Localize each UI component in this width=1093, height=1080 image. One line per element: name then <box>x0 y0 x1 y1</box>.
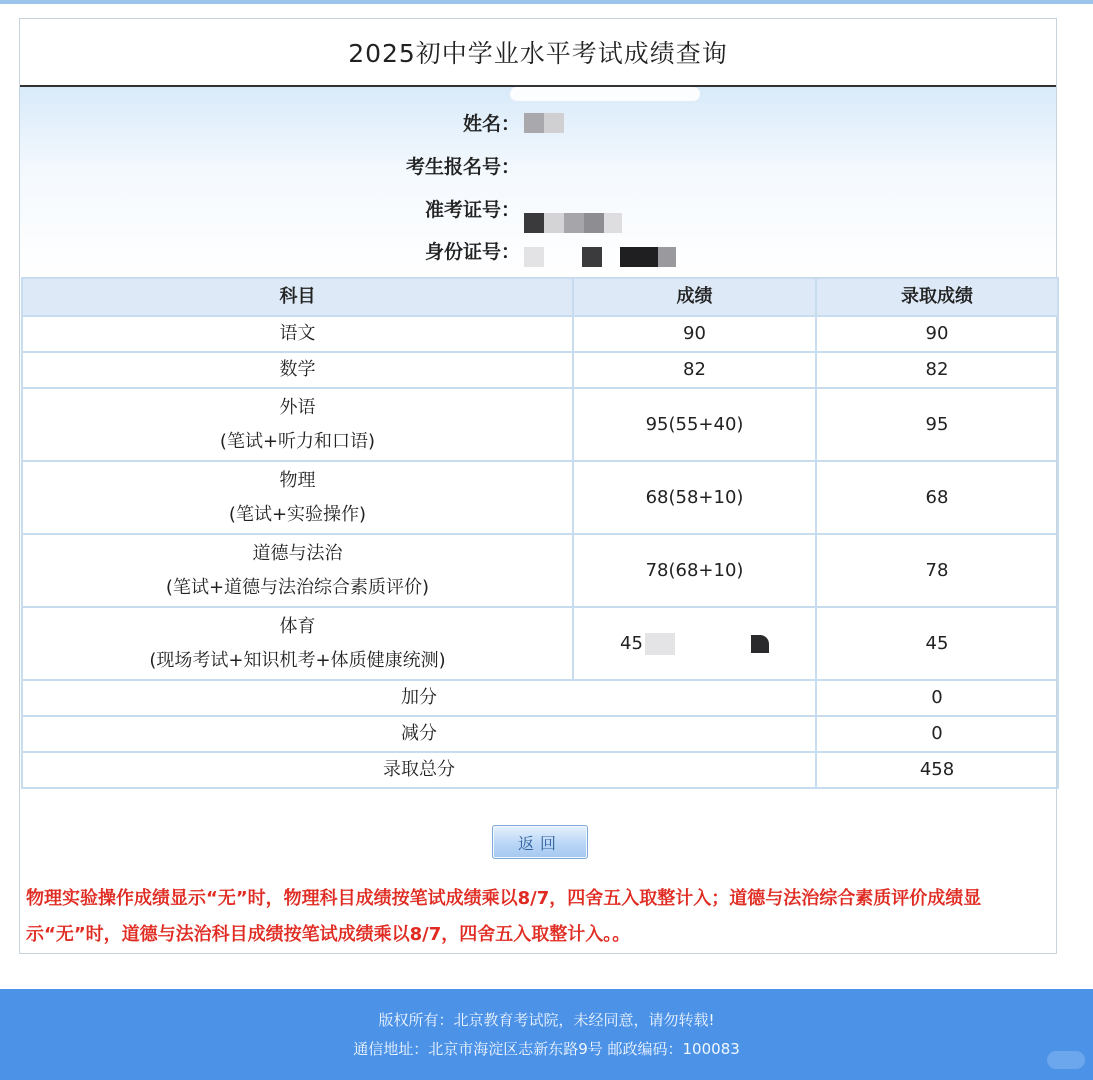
score-cell: 78(68+10) <box>573 534 816 607</box>
notice-text: 物理实验操作成绩显示“无”时，物理科目成绩按笔试成绩乘以8/7，四舍五入取整计入；道德与法治综合素质评价成绩显示“无”时，道德与法治科目成绩按笔试成绩乘以8/7，四舍五入取整计入。。 <box>26 888 982 945</box>
admit-cell: 45 <box>816 607 1058 680</box>
subject-name: 外语 <box>279 396 316 418</box>
summary-label: 减分 <box>22 716 816 752</box>
admit-cell: 95 <box>816 388 1058 461</box>
page-title: 2025初中学业水平考试成绩查询 <box>20 19 1056 87</box>
subject-cell <box>22 607 573 680</box>
candidate-info <box>20 87 1056 277</box>
table-row <box>22 607 1058 680</box>
table-row <box>22 716 1058 752</box>
subject-note: (现场考试+知识机考+体质健康统测) <box>149 649 446 671</box>
subject-cell: 数学 <box>22 352 573 388</box>
footer <box>0 989 1093 1080</box>
summary-label: 加分 <box>22 680 816 716</box>
summary-label: 录取总分 <box>22 752 816 788</box>
subject-cell <box>22 461 573 534</box>
table-row <box>22 388 1058 461</box>
summary-value: 0 <box>816 716 1058 752</box>
score-cell: 90 <box>573 316 816 352</box>
redaction-smudge <box>510 87 700 101</box>
subject-note: (笔试+听力和口语) <box>219 430 376 452</box>
table-row <box>22 316 1058 352</box>
watermark-badge <box>1047 1051 1085 1069</box>
footer-address: 通信地址：北京市海淀区志新东路9号 邮政编码：100083 <box>353 1040 740 1058</box>
header-subject: 科目 <box>22 278 573 316</box>
info-row-id <box>20 237 1056 267</box>
score-cell <box>573 607 816 680</box>
id-value-redacted <box>524 247 676 267</box>
results-panel <box>19 18 1057 954</box>
table-row <box>22 534 1058 607</box>
subject-note: (笔试+实验操作) <box>228 503 367 525</box>
pe-score-redaction <box>645 633 675 655</box>
registration-label: 考生报名号： <box>405 156 520 178</box>
table-row <box>22 461 1058 534</box>
admit-cell: 78 <box>816 534 1058 607</box>
info-row-registration <box>20 152 1056 182</box>
id-label: 身份证号： <box>424 241 520 263</box>
subject-cell: 语文 <box>22 316 573 352</box>
footer-copyright: 版权所有：北京教育考试院，未经同意，请勿转载! <box>378 1011 715 1029</box>
scores-table <box>21 277 1059 789</box>
pe-score-redaction-dark <box>751 635 769 653</box>
summary-value: 0 <box>816 680 1058 716</box>
info-row-name <box>20 109 1056 139</box>
subject-cell <box>22 534 573 607</box>
subject-note: (笔试+道德与法治综合素质评价) <box>165 576 430 598</box>
subject-cell <box>22 388 573 461</box>
header-admit-score: 录取成绩 <box>816 278 1058 316</box>
admit-cell: 90 <box>816 316 1058 352</box>
admit-cell: 82 <box>816 352 1058 388</box>
ticket-label: 准考证号： <box>424 199 520 221</box>
back-button[interactable]: 返回 <box>492 825 588 859</box>
table-row <box>22 352 1058 388</box>
info-row-ticket <box>20 195 1056 225</box>
summary-value: 458 <box>816 752 1058 788</box>
pe-score-value: 45 <box>620 632 643 654</box>
name-value-redacted <box>524 113 564 133</box>
header-score: 成绩 <box>573 278 816 316</box>
table-row <box>22 752 1058 788</box>
ticket-value-redacted <box>524 213 622 233</box>
subject-name: 道德与法治 <box>252 542 343 564</box>
score-cell: 68(58+10) <box>573 461 816 534</box>
name-label: 姓名： <box>462 113 520 135</box>
subject-name: 物理 <box>279 469 316 491</box>
score-cell: 95(55+40) <box>573 388 816 461</box>
admit-cell: 68 <box>816 461 1058 534</box>
subject-name: 体育 <box>279 615 316 637</box>
table-header-row <box>22 278 1058 316</box>
score-cell: 82 <box>573 352 816 388</box>
table-row <box>22 680 1058 716</box>
top-accent-line <box>0 0 1093 4</box>
